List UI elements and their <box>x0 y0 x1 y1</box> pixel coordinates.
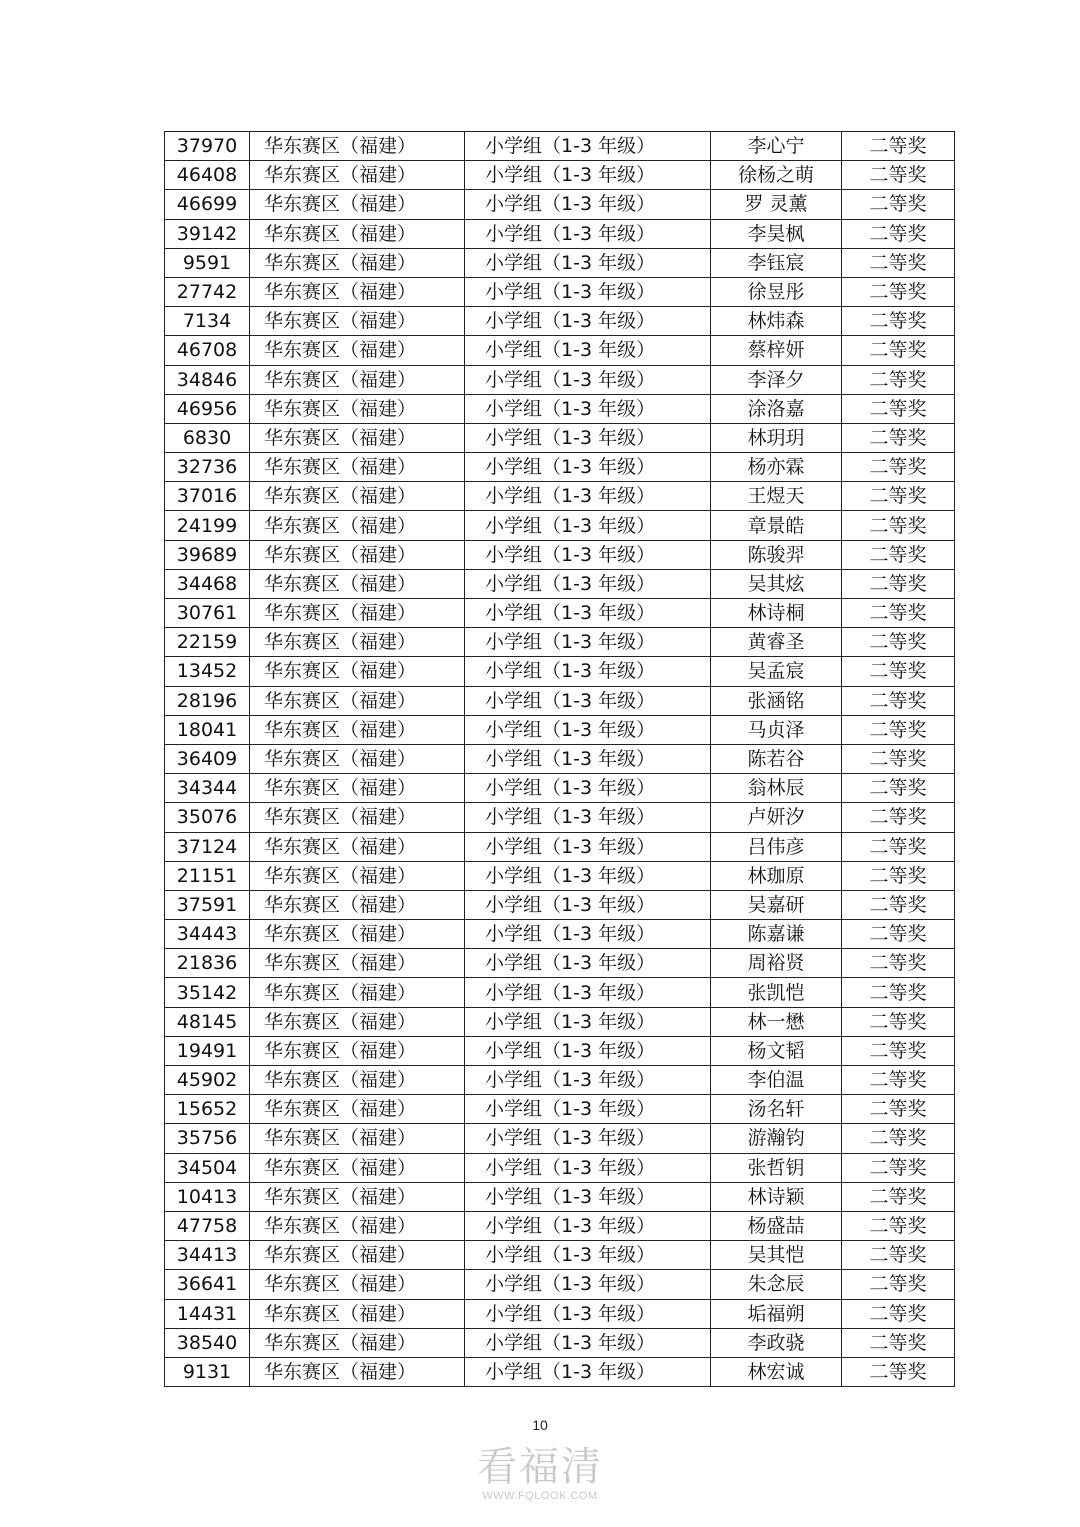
cell-award: 二等奖 <box>842 540 955 569</box>
cell-name: 张涵铭 <box>711 686 842 715</box>
cell-group: 小学组（1-3 年级） <box>465 1036 711 1065</box>
cell-id: 34468 <box>165 569 250 598</box>
cell-id: 46708 <box>165 336 250 365</box>
cell-region: 华东赛区（福建） <box>250 599 465 628</box>
cell-region: 华东赛区（福建） <box>250 1211 465 1240</box>
table-row <box>165 657 955 686</box>
table-row <box>165 803 955 832</box>
cell-award: 二等奖 <box>842 1241 955 1270</box>
table-row <box>165 511 955 540</box>
cell-name: 张凯恺 <box>711 978 842 1007</box>
cell-id: 45902 <box>165 1066 250 1095</box>
cell-name: 王煜天 <box>711 482 842 511</box>
cell-name: 吴孟宸 <box>711 657 842 686</box>
cell-group: 小学组（1-3 年级） <box>465 599 711 628</box>
cell-region: 华东赛区（福建） <box>250 1182 465 1211</box>
table-row <box>165 599 955 628</box>
cell-region: 华东赛区（福建） <box>250 657 465 686</box>
cell-id: 13452 <box>165 657 250 686</box>
cell-award: 二等奖 <box>842 1153 955 1182</box>
cell-id: 46408 <box>165 161 250 190</box>
cell-award: 二等奖 <box>842 1007 955 1036</box>
table-row <box>165 1182 955 1211</box>
cell-id: 34443 <box>165 920 250 949</box>
cell-name: 卢妍汐 <box>711 803 842 832</box>
cell-group: 小学组（1-3 年级） <box>465 453 711 482</box>
cell-name: 李钰宸 <box>711 248 842 277</box>
cell-region: 华东赛区（福建） <box>250 949 465 978</box>
cell-name: 李心宁 <box>711 132 842 161</box>
table-row <box>165 1241 955 1270</box>
cell-award: 二等奖 <box>842 803 955 832</box>
cell-region: 华东赛区（福建） <box>250 628 465 657</box>
cell-name: 林诗颖 <box>711 1182 842 1211</box>
table-row <box>165 190 955 219</box>
cell-group: 小学组（1-3 年级） <box>465 190 711 219</box>
cell-region: 华东赛区（福建） <box>250 1095 465 1124</box>
cell-award: 二等奖 <box>842 1211 955 1240</box>
cell-region: 华东赛区（福建） <box>250 336 465 365</box>
cell-id: 46699 <box>165 190 250 219</box>
cell-award: 二等奖 <box>842 307 955 336</box>
cell-group: 小学组（1-3 年级） <box>465 394 711 423</box>
table-row <box>165 832 955 861</box>
cell-group: 小学组（1-3 年级） <box>465 920 711 949</box>
cell-group: 小学组（1-3 年级） <box>465 861 711 890</box>
cell-name: 陈骏羿 <box>711 540 842 569</box>
cell-region: 华东赛区（福建） <box>250 161 465 190</box>
cell-group: 小学组（1-3 年级） <box>465 686 711 715</box>
cell-name: 徐昱彤 <box>711 277 842 306</box>
table-row <box>165 482 955 511</box>
cell-award: 二等奖 <box>842 1036 955 1065</box>
table-row <box>165 949 955 978</box>
cell-name: 涂洛嘉 <box>711 394 842 423</box>
cell-region: 华东赛区（福建） <box>250 540 465 569</box>
cell-region: 华东赛区（福建） <box>250 920 465 949</box>
cell-name: 翁林辰 <box>711 774 842 803</box>
cell-group: 小学组（1-3 年级） <box>465 569 711 598</box>
cell-region: 华东赛区（福建） <box>250 1270 465 1299</box>
cell-group: 小学组（1-3 年级） <box>465 832 711 861</box>
cell-name: 徐杨之萌 <box>711 161 842 190</box>
cell-award: 二等奖 <box>842 744 955 773</box>
cell-award: 二等奖 <box>842 1182 955 1211</box>
cell-group: 小学组（1-3 年级） <box>465 1299 711 1328</box>
cell-award: 二等奖 <box>842 1270 955 1299</box>
cell-name: 吴嘉研 <box>711 890 842 919</box>
watermark-logo <box>440 1445 640 1503</box>
cell-region: 华东赛区（福建） <box>250 1124 465 1153</box>
cell-region: 华东赛区（福建） <box>250 365 465 394</box>
cell-id: 38540 <box>165 1328 250 1357</box>
table-row <box>165 161 955 190</box>
cell-region: 华东赛区（福建） <box>250 774 465 803</box>
cell-id: 48145 <box>165 1007 250 1036</box>
cell-name: 张哲钥 <box>711 1153 842 1182</box>
cell-name: 杨亦霖 <box>711 453 842 482</box>
cell-award: 二等奖 <box>842 715 955 744</box>
table-row <box>165 861 955 890</box>
cell-region: 华东赛区（福建） <box>250 715 465 744</box>
table-row <box>165 1328 955 1357</box>
cell-region: 华东赛区（福建） <box>250 453 465 482</box>
cell-id: 7134 <box>165 307 250 336</box>
cell-id: 6830 <box>165 423 250 452</box>
cell-name: 李伯温 <box>711 1066 842 1095</box>
cell-id: 47758 <box>165 1211 250 1240</box>
cell-region: 华东赛区（福建） <box>250 569 465 598</box>
cell-id: 34344 <box>165 774 250 803</box>
cell-id: 22159 <box>165 628 250 657</box>
cell-region: 华东赛区（福建） <box>250 248 465 277</box>
cell-id: 36641 <box>165 1270 250 1299</box>
cell-region: 华东赛区（福建） <box>250 1328 465 1357</box>
cell-group: 小学组（1-3 年级） <box>465 1182 711 1211</box>
cell-group: 小学组（1-3 年级） <box>465 336 711 365</box>
cell-region: 华东赛区（福建） <box>250 1241 465 1270</box>
cell-region: 华东赛区（福建） <box>250 277 465 306</box>
table-row <box>165 628 955 657</box>
cell-name: 林炜森 <box>711 307 842 336</box>
cell-id: 28196 <box>165 686 250 715</box>
cell-group: 小学组（1-3 年级） <box>465 1241 711 1270</box>
cell-id: 39142 <box>165 219 250 248</box>
cell-award: 二等奖 <box>842 978 955 1007</box>
cell-award: 二等奖 <box>842 1299 955 1328</box>
cell-group: 小学组（1-3 年级） <box>465 978 711 1007</box>
cell-name: 马贞泽 <box>711 715 842 744</box>
cell-award: 二等奖 <box>842 1095 955 1124</box>
watermark-url: WWW.FQLOOK.COM <box>482 1490 598 1502</box>
cell-group: 小学组（1-3 年级） <box>465 307 711 336</box>
cell-region: 华东赛区（福建） <box>250 1066 465 1095</box>
table-row <box>165 336 955 365</box>
cell-award: 二等奖 <box>842 1328 955 1357</box>
cell-award: 二等奖 <box>842 219 955 248</box>
cell-group: 小学组（1-3 年级） <box>465 657 711 686</box>
cell-id: 9131 <box>165 1357 250 1386</box>
cell-name: 周裕贤 <box>711 949 842 978</box>
cell-id: 37016 <box>165 482 250 511</box>
cell-id: 35076 <box>165 803 250 832</box>
cell-award: 二等奖 <box>842 336 955 365</box>
cell-award: 二等奖 <box>842 569 955 598</box>
cell-id: 34413 <box>165 1241 250 1270</box>
awards-table <box>164 131 955 1387</box>
cell-award: 二等奖 <box>842 1066 955 1095</box>
cell-region: 华东赛区（福建） <box>250 686 465 715</box>
cell-id: 10413 <box>165 1182 250 1211</box>
cell-name: 游瀚钧 <box>711 1124 842 1153</box>
cell-name: 吴其炫 <box>711 569 842 598</box>
cell-group: 小学组（1-3 年级） <box>465 132 711 161</box>
cell-group: 小学组（1-3 年级） <box>465 628 711 657</box>
cell-name: 陈嘉谦 <box>711 920 842 949</box>
cell-region: 华东赛区（福建） <box>250 132 465 161</box>
cell-group: 小学组（1-3 年级） <box>465 1153 711 1182</box>
cell-region: 华东赛区（福建） <box>250 482 465 511</box>
cell-region: 华东赛区（福建） <box>250 832 465 861</box>
cell-id: 35142 <box>165 978 250 1007</box>
cell-award: 二等奖 <box>842 453 955 482</box>
cell-id: 24199 <box>165 511 250 540</box>
cell-award: 二等奖 <box>842 132 955 161</box>
cell-id: 34504 <box>165 1153 250 1182</box>
cell-region: 华东赛区（福建） <box>250 1036 465 1065</box>
cell-id: 14431 <box>165 1299 250 1328</box>
cell-region: 华东赛区（福建） <box>250 890 465 919</box>
cell-group: 小学组（1-3 年级） <box>465 1007 711 1036</box>
cell-name: 杨文韬 <box>711 1036 842 1065</box>
cell-group: 小学组（1-3 年级） <box>465 1211 711 1240</box>
cell-award: 二等奖 <box>842 277 955 306</box>
cell-name: 林珈原 <box>711 861 842 890</box>
cell-region: 华东赛区（福建） <box>250 307 465 336</box>
cell-region: 华东赛区（福建） <box>250 511 465 540</box>
cell-award: 二等奖 <box>842 832 955 861</box>
cell-region: 华东赛区（福建） <box>250 1357 465 1386</box>
cell-group: 小学组（1-3 年级） <box>465 277 711 306</box>
cell-id: 35756 <box>165 1124 250 1153</box>
cell-group: 小学组（1-3 年级） <box>465 1124 711 1153</box>
table-row <box>165 132 955 161</box>
watermark-text: 看福清 <box>477 1444 603 1490</box>
cell-region: 华东赛区（福建） <box>250 1007 465 1036</box>
cell-award: 二等奖 <box>842 365 955 394</box>
cell-group: 小学组（1-3 年级） <box>465 803 711 832</box>
cell-group: 小学组（1-3 年级） <box>465 219 711 248</box>
cell-group: 小学组（1-3 年级） <box>465 161 711 190</box>
cell-region: 华东赛区（福建） <box>250 423 465 452</box>
cell-id: 46956 <box>165 394 250 423</box>
cell-award: 二等奖 <box>842 657 955 686</box>
cell-name: 陈若谷 <box>711 744 842 773</box>
table-row <box>165 686 955 715</box>
cell-award: 二等奖 <box>842 394 955 423</box>
table-row <box>165 890 955 919</box>
table-row <box>165 219 955 248</box>
cell-id: 39689 <box>165 540 250 569</box>
cell-award: 二等奖 <box>842 482 955 511</box>
cell-id: 30761 <box>165 599 250 628</box>
cell-name: 汤名轩 <box>711 1095 842 1124</box>
cell-award: 二等奖 <box>842 511 955 540</box>
cell-name: 杨盛喆 <box>711 1211 842 1240</box>
cell-group: 小学组（1-3 年级） <box>465 423 711 452</box>
cell-region: 华东赛区（福建） <box>250 861 465 890</box>
cell-id: 37970 <box>165 132 250 161</box>
awards-table-body <box>165 132 955 1387</box>
cell-region: 华东赛区（福建） <box>250 744 465 773</box>
cell-name: 吕伟彦 <box>711 832 842 861</box>
table-row <box>165 1007 955 1036</box>
cell-award: 二等奖 <box>842 161 955 190</box>
cell-name: 李昊枫 <box>711 219 842 248</box>
table-row <box>165 453 955 482</box>
cell-award: 二等奖 <box>842 423 955 452</box>
cell-region: 华东赛区（福建） <box>250 1299 465 1328</box>
cell-region: 华东赛区（福建） <box>250 394 465 423</box>
cell-name: 章景皓 <box>711 511 842 540</box>
cell-award: 二等奖 <box>842 190 955 219</box>
cell-group: 小学组（1-3 年级） <box>465 1357 711 1386</box>
table-row <box>165 1153 955 1182</box>
cell-name: 朱念辰 <box>711 1270 842 1299</box>
cell-id: 37591 <box>165 890 250 919</box>
table-row <box>165 1124 955 1153</box>
table-row <box>165 1270 955 1299</box>
cell-group: 小学组（1-3 年级） <box>465 365 711 394</box>
table-row <box>165 365 955 394</box>
page-number: 10 <box>532 1417 548 1433</box>
cell-group: 小学组（1-3 年级） <box>465 511 711 540</box>
cell-id: 18041 <box>165 715 250 744</box>
table-row <box>165 1299 955 1328</box>
cell-id: 9591 <box>165 248 250 277</box>
cell-name: 黄睿圣 <box>711 628 842 657</box>
cell-region: 华东赛区（福建） <box>250 190 465 219</box>
cell-award: 二等奖 <box>842 599 955 628</box>
table-row <box>165 744 955 773</box>
cell-group: 小学组（1-3 年级） <box>465 482 711 511</box>
cell-id: 21836 <box>165 949 250 978</box>
cell-name: 林宏诚 <box>711 1357 842 1386</box>
cell-award: 二等奖 <box>842 949 955 978</box>
cell-name: 林诗桐 <box>711 599 842 628</box>
table-row <box>165 307 955 336</box>
cell-name: 李政骁 <box>711 1328 842 1357</box>
cell-name: 吴其恺 <box>711 1241 842 1270</box>
cell-id: 37124 <box>165 832 250 861</box>
table-row <box>165 540 955 569</box>
table-row <box>165 978 955 1007</box>
cell-group: 小学组（1-3 年级） <box>465 890 711 919</box>
cell-award: 二等奖 <box>842 920 955 949</box>
cell-award: 二等奖 <box>842 1124 955 1153</box>
table-row <box>165 394 955 423</box>
cell-id: 21151 <box>165 861 250 890</box>
cell-name: 林玥玥 <box>711 423 842 452</box>
cell-id: 19491 <box>165 1036 250 1065</box>
table-row <box>165 569 955 598</box>
cell-award: 二等奖 <box>842 686 955 715</box>
table-row <box>165 774 955 803</box>
cell-name: 垢福朔 <box>711 1299 842 1328</box>
cell-name: 李泽夕 <box>711 365 842 394</box>
cell-group: 小学组（1-3 年级） <box>465 949 711 978</box>
cell-group: 小学组（1-3 年级） <box>465 248 711 277</box>
cell-id: 34846 <box>165 365 250 394</box>
table-row <box>165 1211 955 1240</box>
table-row <box>165 920 955 949</box>
cell-group: 小学组（1-3 年级） <box>465 540 711 569</box>
cell-award: 二等奖 <box>842 861 955 890</box>
cell-id: 15652 <box>165 1095 250 1124</box>
table-row <box>165 248 955 277</box>
cell-name: 林一懋 <box>711 1007 842 1036</box>
cell-award: 二等奖 <box>842 1357 955 1386</box>
cell-group: 小学组（1-3 年级） <box>465 1270 711 1299</box>
cell-id: 32736 <box>165 453 250 482</box>
cell-region: 华东赛区（福建） <box>250 219 465 248</box>
table-row <box>165 1095 955 1124</box>
cell-group: 小学组（1-3 年级） <box>465 1066 711 1095</box>
cell-group: 小学组（1-3 年级） <box>465 1328 711 1357</box>
table-row <box>165 277 955 306</box>
cell-award: 二等奖 <box>842 890 955 919</box>
table-row <box>165 715 955 744</box>
cell-name: 蔡梓妍 <box>711 336 842 365</box>
cell-award: 二等奖 <box>842 774 955 803</box>
cell-id: 36409 <box>165 744 250 773</box>
cell-group: 小学组（1-3 年级） <box>465 715 711 744</box>
cell-name: 罗 灵薰 <box>711 190 842 219</box>
cell-award: 二等奖 <box>842 248 955 277</box>
cell-region: 华东赛区（福建） <box>250 803 465 832</box>
table-row <box>165 1036 955 1065</box>
table-row <box>165 1066 955 1095</box>
cell-group: 小学组（1-3 年级） <box>465 774 711 803</box>
cell-award: 二等奖 <box>842 628 955 657</box>
cell-id: 27742 <box>165 277 250 306</box>
cell-region: 华东赛区（福建） <box>250 978 465 1007</box>
cell-group: 小学组（1-3 年级） <box>465 1095 711 1124</box>
cell-group: 小学组（1-3 年级） <box>465 744 711 773</box>
cell-region: 华东赛区（福建） <box>250 1153 465 1182</box>
table-row <box>165 1357 955 1386</box>
table-row <box>165 423 955 452</box>
